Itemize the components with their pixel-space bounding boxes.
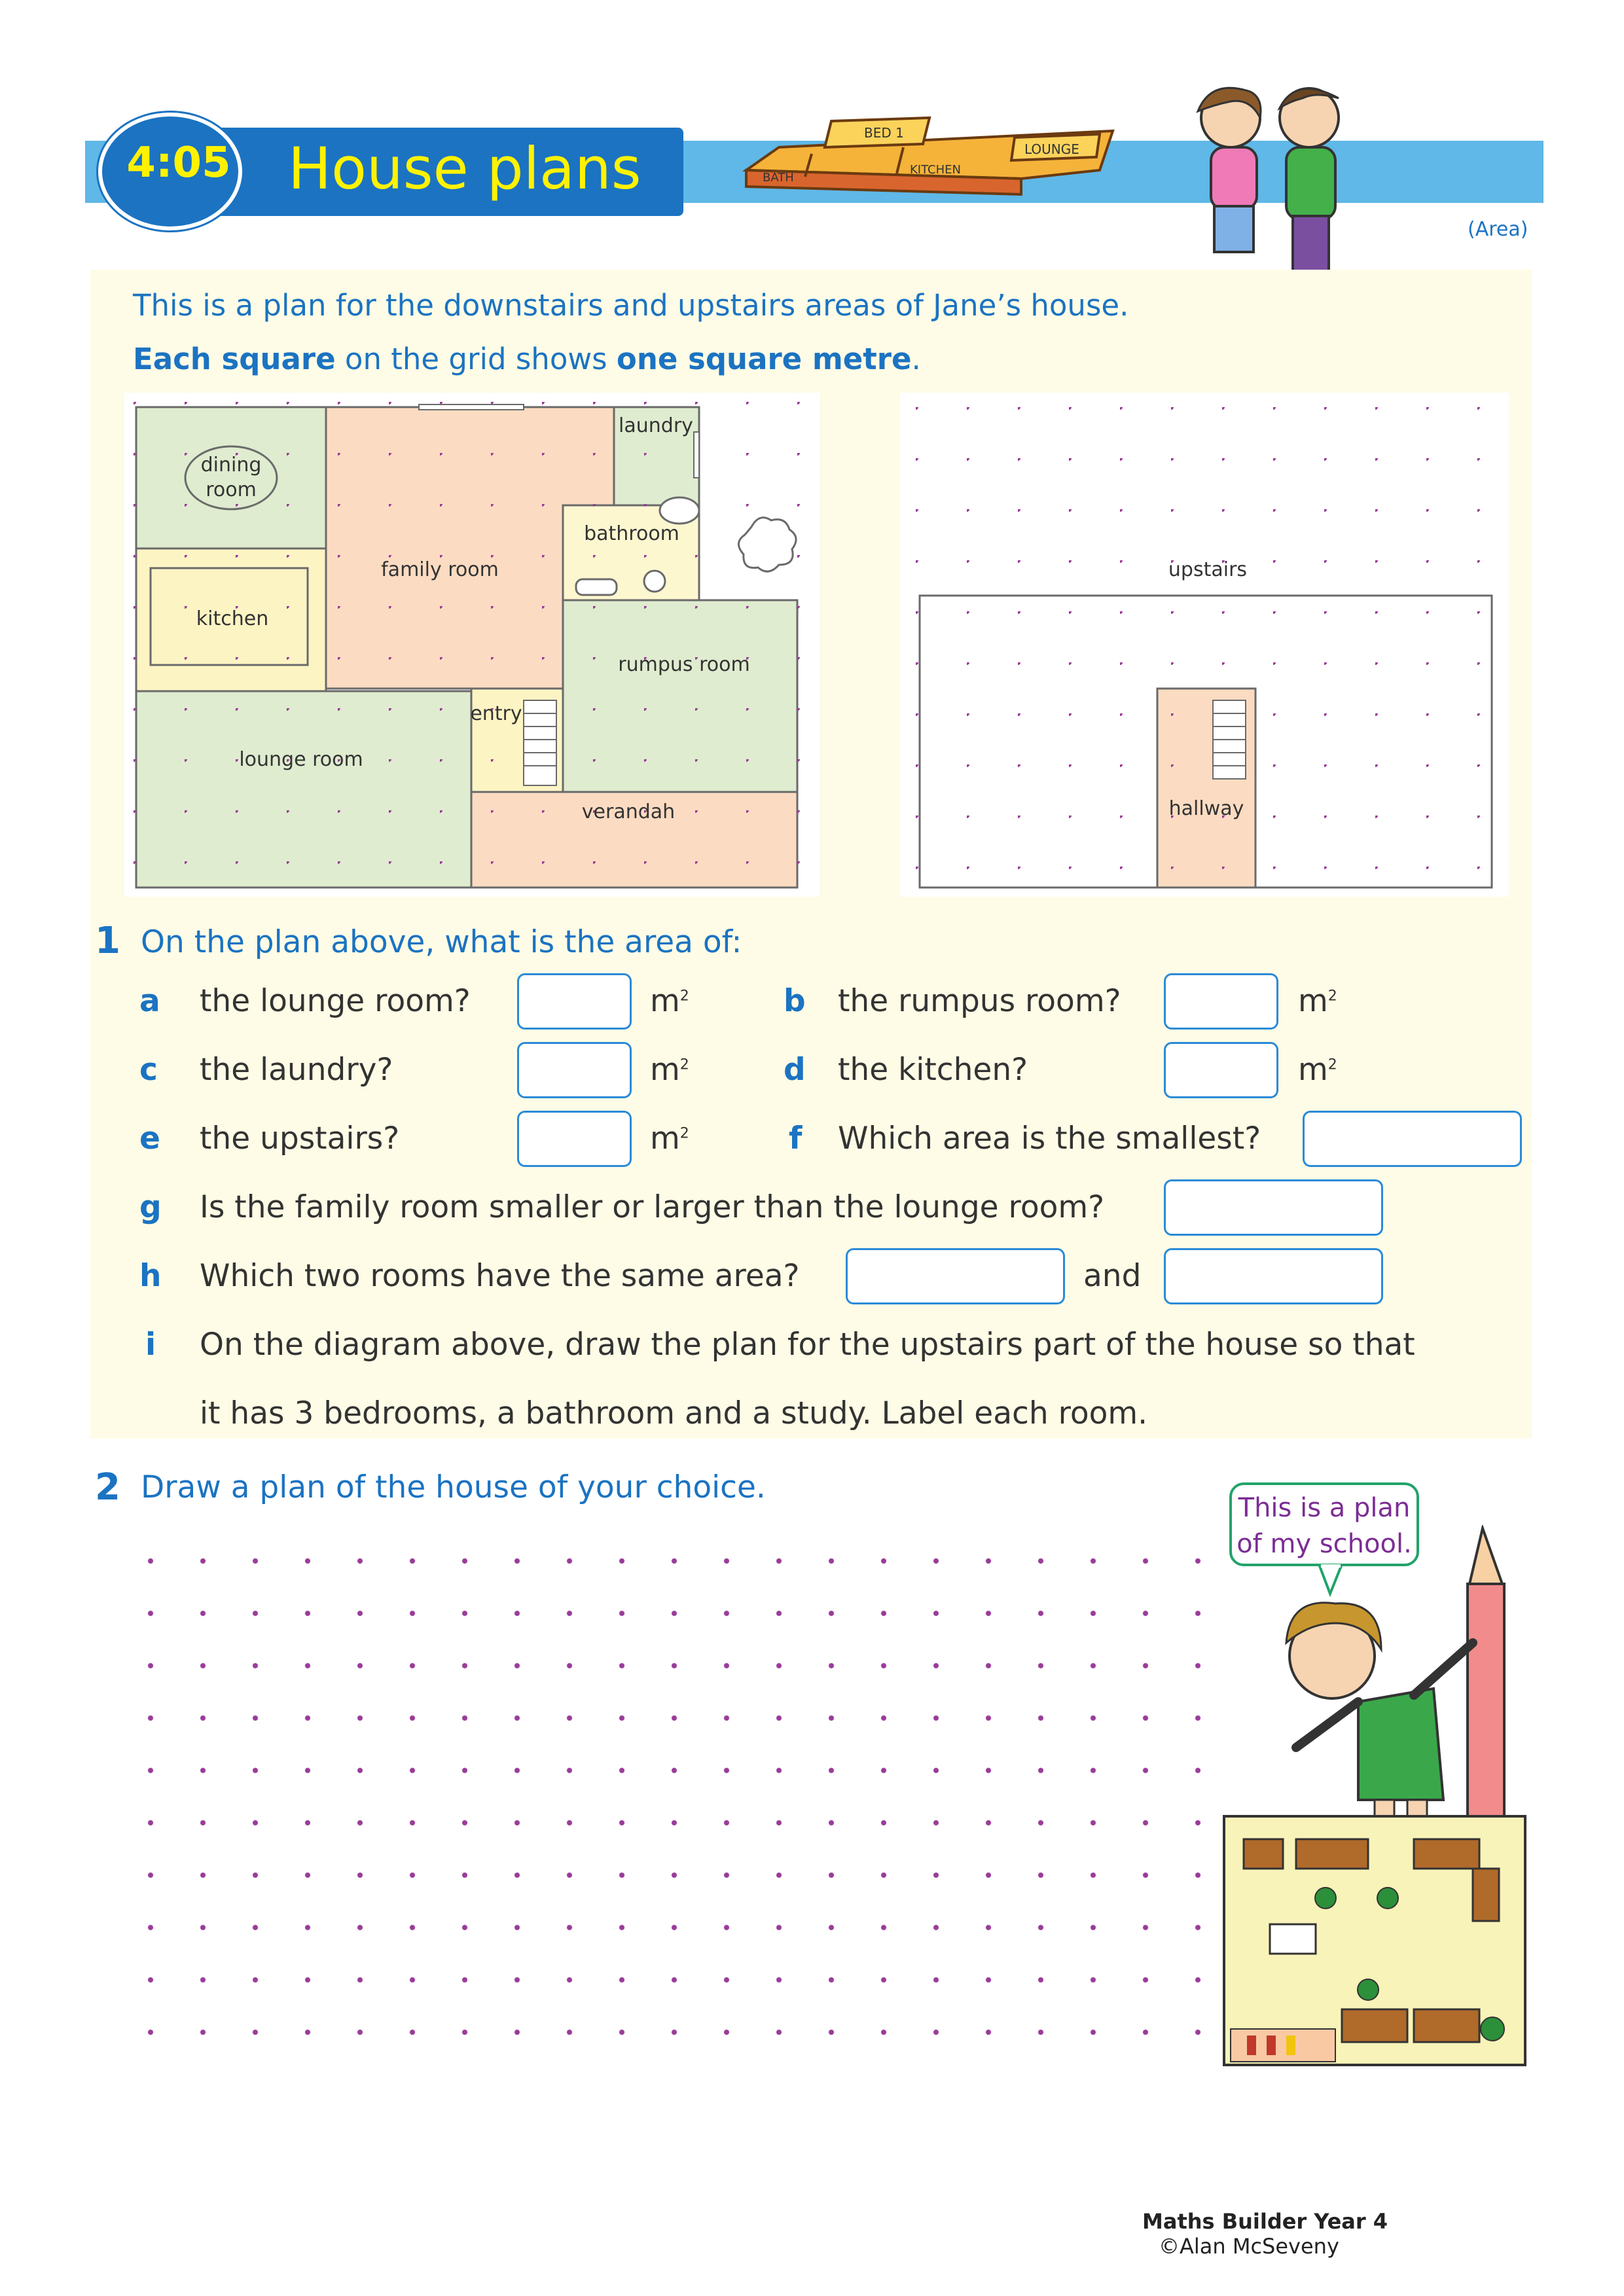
q1g-letter: g (139, 1189, 162, 1225)
q1a-letter: a (139, 983, 160, 1019)
q1h-answer-input-1[interactable] (846, 1248, 1065, 1304)
q1d-answer-input[interactable] (1164, 1042, 1278, 1098)
q1f-text: Which area is the smallest? (838, 1121, 1261, 1157)
upstairs-plan-card (900, 393, 1509, 897)
footer-book-title: Maths Builder Year 4 (1142, 2209, 1388, 2234)
q1c-unit: $m^2$ (650, 1052, 689, 1088)
q1a-text: the lounge room? (200, 983, 471, 1019)
label-lounge-room: lounge room (239, 748, 363, 771)
upstairs-plan (900, 393, 1509, 897)
question-2-prompt: Draw a plan of the house of your choice. (141, 1469, 766, 1505)
drawing-dot-grid[interactable] (124, 1535, 1224, 2058)
q1h-text: Which two rooms have the same area? (200, 1258, 800, 1294)
intro-line-1: This is a plan for the downstairs and upstairs areas of Jane’s house. (133, 288, 1129, 323)
q1e-letter: e (139, 1121, 160, 1157)
q1c-letter: c (139, 1052, 158, 1088)
page-title: House plans (288, 135, 641, 202)
girl-with-pencil-illustration (1218, 1525, 1532, 2075)
footer-copyright: ©Alan McSeveny (1159, 2234, 1339, 2259)
q1i-letter: i (145, 1327, 156, 1363)
lesson-number: 4:05 (126, 139, 231, 187)
floor-plan-illustration (733, 108, 1119, 196)
question-1-number: 1 (95, 920, 120, 962)
label-verandah: verandah (581, 800, 676, 823)
q1h-joiner: and (1083, 1258, 1142, 1294)
label-family-room: family room (381, 558, 499, 581)
topic-tag: (Area) (1468, 218, 1528, 241)
plan-label-lounge: LOUNGE (1024, 141, 1079, 157)
label-room: room (206, 478, 257, 501)
intro-line-2 (133, 342, 921, 376)
q1b-answer-input[interactable] (1164, 973, 1278, 1030)
label-laundry: laundry (619, 414, 693, 437)
intro-bold-1: Each square (133, 342, 336, 376)
plan-label-kitchen: KITCHEN (910, 163, 961, 177)
question-2-number: 2 (95, 1466, 120, 1509)
q1a-answer-input[interactable] (517, 973, 632, 1030)
label-bathroom: bathroom (584, 522, 679, 545)
q1b-text: the rumpus room? (838, 983, 1121, 1019)
plan-label-bed: BED 1 (864, 125, 904, 141)
q1b-letter: b (784, 983, 806, 1019)
q1a-unit: $m^2$ (650, 983, 689, 1019)
q1d-text: the kitchen? (838, 1052, 1028, 1088)
q1e-answer-input[interactable] (517, 1111, 632, 1167)
question-1-prompt: On the plan above, what is the area of: (141, 924, 742, 960)
q1c-answer-input[interactable] (517, 1042, 632, 1098)
bubble-line-2: of my school. (1236, 1529, 1412, 1559)
q1h-letter: h (139, 1258, 162, 1294)
label-dining: dining (200, 454, 262, 476)
downstairs-plan-card (124, 393, 820, 897)
q1f-letter: f (789, 1121, 803, 1157)
intro-mid: on the grid shows (335, 342, 617, 376)
q1c-text: the laundry? (200, 1052, 393, 1088)
intro-end: . (911, 342, 921, 376)
q1g-text: Is the family room smaller or larger than the lounge room? (200, 1189, 1105, 1225)
school-map-illustration (1224, 1816, 1525, 2065)
q1f-answer-input[interactable] (1303, 1111, 1522, 1167)
q1i-line-2: it has 3 bedrooms, a bathroom and a study. Label each room. (200, 1395, 1148, 1431)
q1d-unit: $m^2$ (1298, 1052, 1337, 1088)
q1h-answer-input-2[interactable] (1164, 1248, 1383, 1304)
label-rumpus-room: rumpus room (618, 653, 750, 676)
q1e-unit: $m^2$ (650, 1121, 689, 1157)
downstairs-plan (124, 393, 820, 897)
label-entry: entry (470, 702, 522, 725)
q1g-answer-input[interactable] (1164, 1179, 1383, 1236)
label-kitchen: kitchen (196, 607, 269, 630)
q1e-text: the upstairs? (200, 1121, 400, 1157)
bubble-line-1: This is a plan (1238, 1493, 1411, 1523)
intro-bold-2: one square metre (616, 342, 912, 376)
plan-label-bath: BATH (763, 171, 794, 185)
label-hallway: hallway (1168, 797, 1244, 820)
q1d-letter: d (784, 1052, 806, 1088)
label-upstairs: upstairs (1168, 558, 1248, 581)
q1b-unit: $m^2$ (1298, 983, 1337, 1019)
q1i-line-1: On the diagram above, draw the plan for the upstairs part of the house so that (200, 1327, 1415, 1363)
